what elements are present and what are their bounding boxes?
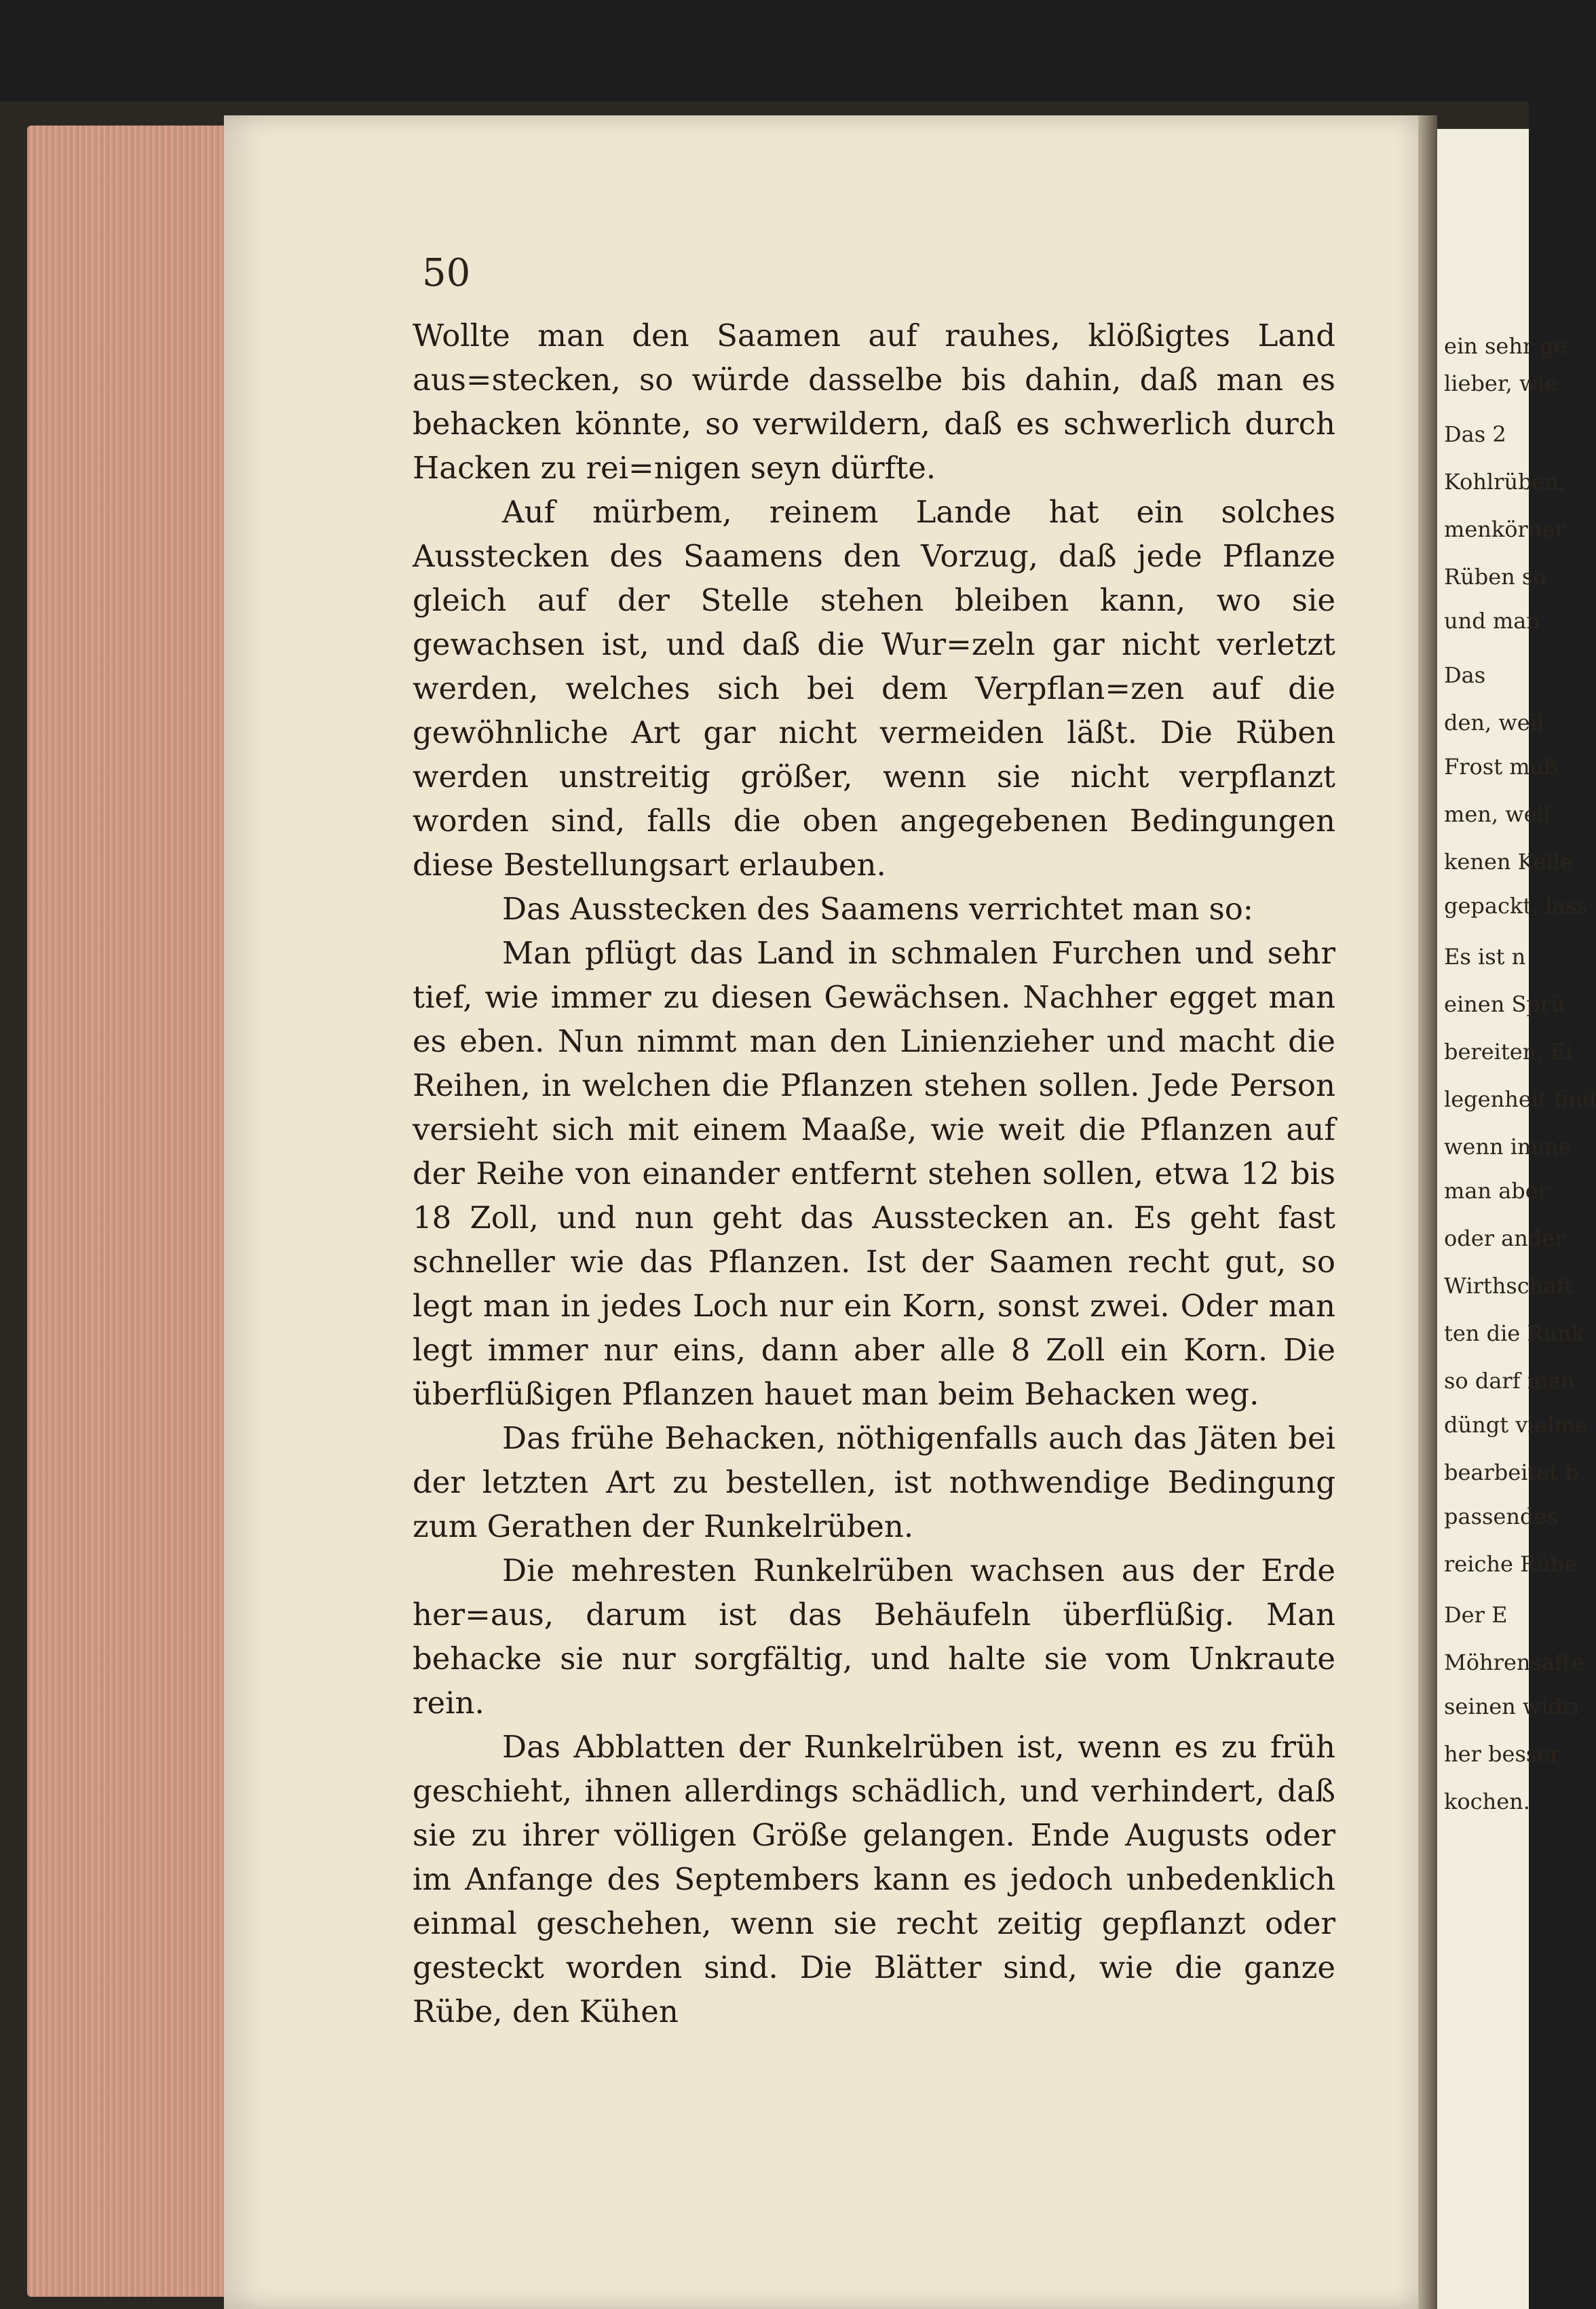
paragraph: Das frühe Behacken, nöthigenfalls auch das Jäten bei der letzten Art zu bestellen, ist nothwendige Bedingung zum Gerathen der Runkelrüben. xyxy=(413,1420,1335,1544)
right-page-line: menkörner xyxy=(1444,516,1565,542)
right-page-line: Das 2 xyxy=(1444,421,1506,447)
right-page-line: kenen Kelle xyxy=(1444,849,1574,875)
right-page-line: men, weil xyxy=(1444,801,1551,827)
right-page-line: passendes xyxy=(1444,1504,1558,1529)
body-text xyxy=(413,313,1335,2034)
right-page-line: Das xyxy=(1444,662,1486,688)
right-page-line: Rüben so xyxy=(1444,564,1546,590)
paragraph: Auf mürbem, reinem Lande hat ein solches Ausstecken des Saamens den Vorzug, daß jede Pflanze gleich auf der Stelle stehen bleiben kann, wo sie gewachsen ist, und daß die Wur=zeln gar nicht verletzt werden, welches sich bei dem Verpflan=zen auf die gewöhnliche Art gar nicht vermeiden läßt. Die Rüben werden unstreitig größer, wenn sie nicht verpflanzt worden sind, falls die oben angegebenen Bedingungen diese Bestellungsart erlauben. xyxy=(413,494,1335,883)
right-page-line: Es ist n xyxy=(1444,944,1526,970)
right-page-line: düngt vielme xyxy=(1444,1412,1588,1438)
right-page-line: Wirthschaft xyxy=(1444,1273,1574,1299)
paragraph: Wollte man den Saamen auf rauhes, klößigtes Land aus=stecken, so würde dasselbe bis dahin, daß man es behacken könnte, so verwildern, daß es schwerlich durch Hacken zu rei=nigen seyn dürfte. xyxy=(413,318,1335,486)
right-page-line: her besser xyxy=(1444,1741,1561,1767)
right-page-line: Der E xyxy=(1444,1602,1508,1628)
right-page-line: reiche Rübe xyxy=(1444,1551,1578,1577)
right-page-line: oder ander xyxy=(1444,1225,1565,1251)
book-gutter xyxy=(1418,115,1437,2309)
right-page-line: ein sehr ge xyxy=(1444,333,1567,359)
right-page-line: bearbeitet b xyxy=(1444,1459,1579,1485)
right-page-line: so darf man xyxy=(1444,1368,1575,1394)
right-page-line: legenheit find xyxy=(1444,1086,1596,1112)
page-number: 50 xyxy=(422,251,471,295)
right-page-line: einen Sprü xyxy=(1444,991,1565,1017)
right-page-line: gepackt, lass xyxy=(1444,893,1588,919)
page-edges xyxy=(27,126,231,2297)
right-page-line: den, weil xyxy=(1444,710,1544,736)
paragraph: Man pflügt das Land in schmalen Furchen und sehr tief, wie immer zu diesen Gewächsen. Nachher egget man es eben. Nun nimmt man den Linienzieher und macht die Reihen, in welchen die Pflanzen stehen sollen. Jede Person versieht sich mit einem Maaße, wie weit die Pflanzen auf der Reihe von einander entfernt stehen sollen, etwa 12 bis 18 Zoll, und nun geht das Ausstecken an. Es geht fast schneller wie das Pflanzen. Ist der Saamen recht gut, so legt man in jedes Loch nur ein Korn, sonst zwei. Oder man legt immer nur eins, dann aber alle 8 Zoll ein Korn. Die überflüßigen Pflanzen hauet man beim Behacken weg. xyxy=(413,935,1335,1412)
paragraph: Die mehresten Runkelrüben wachsen aus der Erde her=aus, darum ist das Behäufeln überflüßig. Man behacke sie nur sorgfältig, und halte sie vom Unkraute rein. xyxy=(413,1552,1335,1721)
right-page-line: kochen. xyxy=(1444,1789,1530,1814)
right-page-line: seinen widri xyxy=(1444,1694,1580,1719)
right-page-line: Möhrensafte xyxy=(1444,1649,1584,1675)
paragraph: Das Abblatten der Runkelrüben ist, wenn es zu früh geschieht, ihnen allerdings schädlich, und verhindert, daß sie zu ihrer völligen Größe gelangen. Ende Augusts oder im Anfange des Septembers kann es jedoch unbedenklich einmal geschehen, wenn sie recht zeitig gepflanzt oder gesteckt worden sind. Die Blätter sind, wie die ganze Rübe, den Kühen xyxy=(413,1729,1335,2029)
right-page-line: lieber, wie xyxy=(1444,370,1558,396)
right-page xyxy=(1437,129,1596,2309)
paragraph: Das Ausstecken des Saamens verrichtet man so: xyxy=(502,891,1253,927)
right-page-line: ten die Runk xyxy=(1444,1320,1585,1346)
right-page-line: und man xyxy=(1444,608,1540,634)
right-page-line: man aber xyxy=(1444,1178,1548,1204)
right-page-line: bereiten. Ei xyxy=(1444,1039,1574,1065)
right-page-line: wenn imme xyxy=(1444,1134,1572,1160)
right-page-line: Frost muß xyxy=(1444,754,1559,780)
right-page-line: Kohlrüben, xyxy=(1444,469,1566,495)
